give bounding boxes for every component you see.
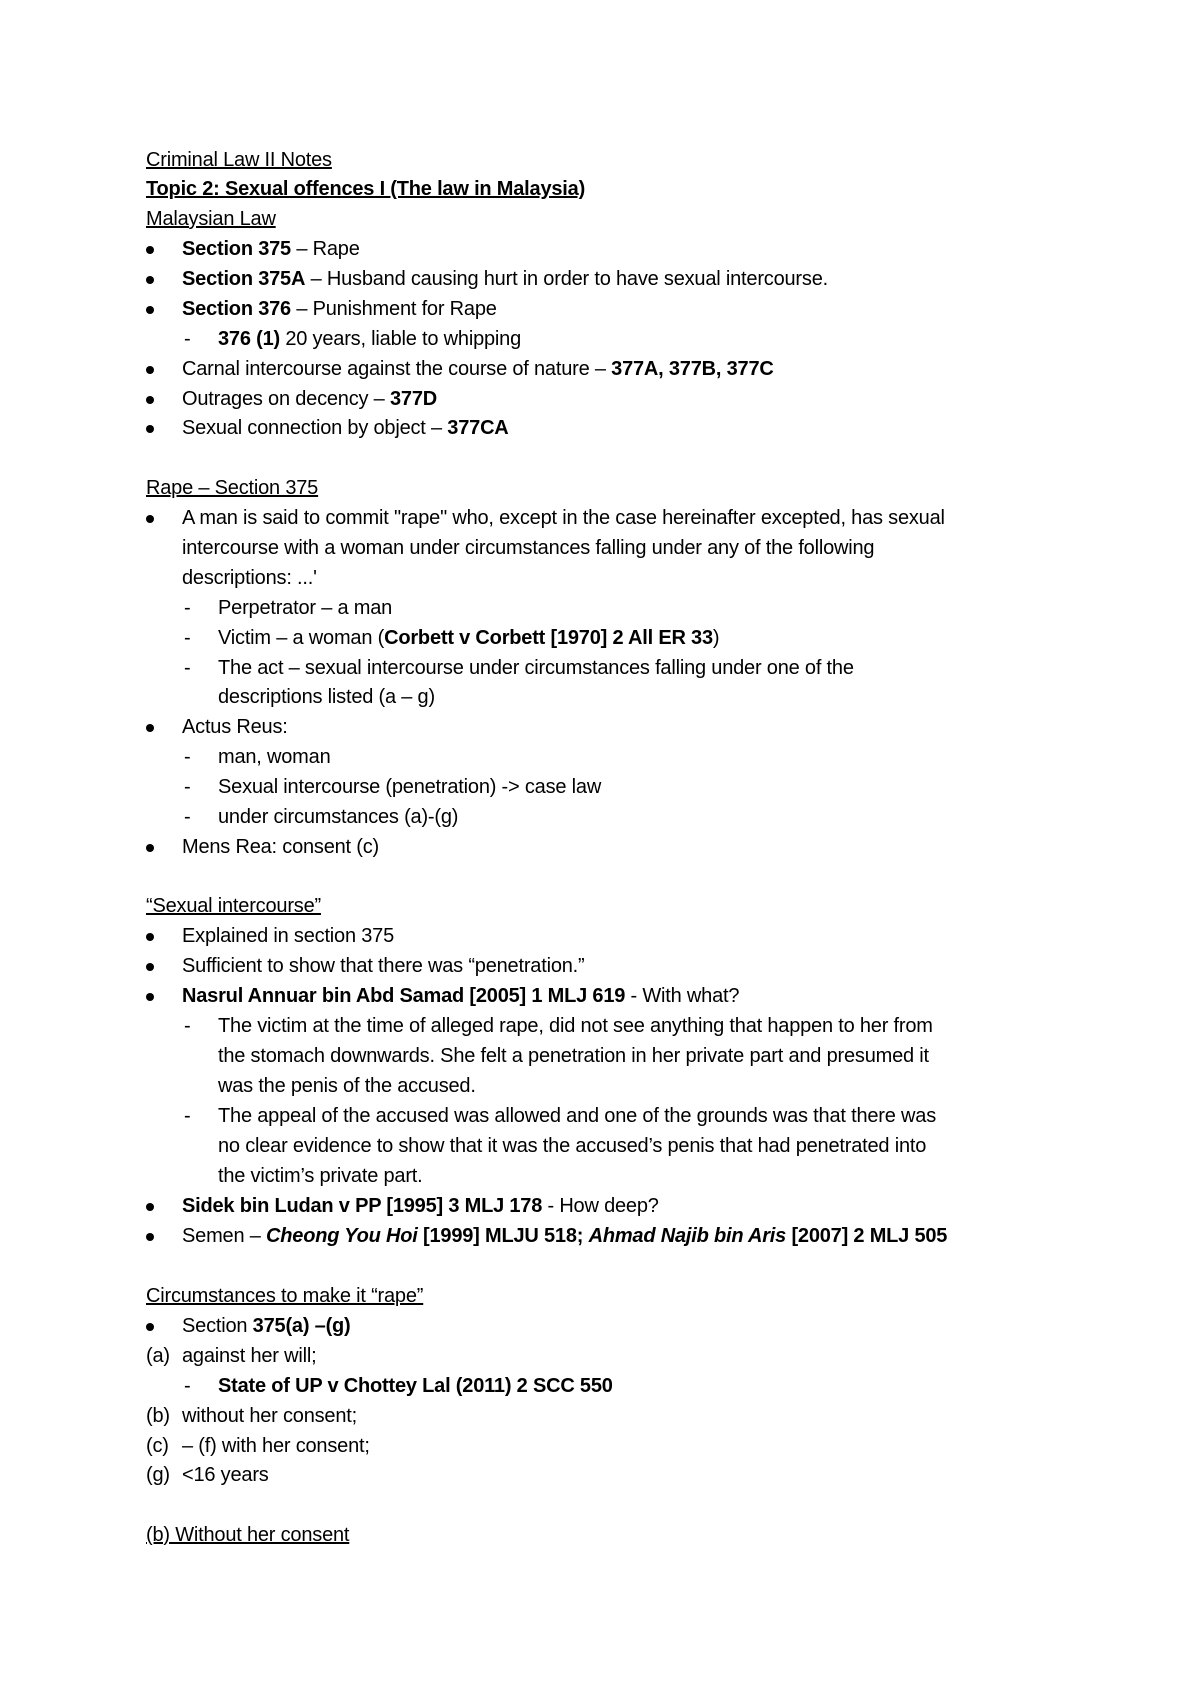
list-item: Semen – Cheong You Hoi [1999] MLJU 518; Ahmad Najib bin Aris [2007] 2 MLJ 505 xyxy=(182,1225,948,1247)
bullet-icon xyxy=(146,993,154,1001)
topic-heading: Topic 2: Sexual offences I (The law in Malaysia) xyxy=(146,178,586,200)
section-heading-malaysian-law: Malaysian Law xyxy=(146,208,276,230)
definition-line: intercourse with a woman under circumstances falling under any of the following xyxy=(182,537,875,559)
section-heading-circumstances: Circumstances to make it “rape” xyxy=(146,1285,424,1307)
dash-marker: - xyxy=(184,1105,191,1127)
sub-list-item: man, woman xyxy=(218,746,331,768)
clause-text: against her will; xyxy=(182,1345,317,1367)
dash-marker: - xyxy=(184,627,191,649)
dash-marker: - xyxy=(184,1015,191,1037)
bullet-icon xyxy=(146,276,154,284)
list-item: Section 375 – Rape xyxy=(182,238,360,260)
sub-list-item: descriptions listed (a – g) xyxy=(218,686,435,708)
dash-marker: - xyxy=(184,776,191,798)
bullet-icon xyxy=(146,425,154,433)
section-heading-rape: Rape – Section 375 xyxy=(146,477,319,499)
sub-list-item: was the penis of the accused. xyxy=(218,1075,476,1097)
list-item: Mens Rea: consent (c) xyxy=(182,836,379,858)
dash-marker: - xyxy=(184,746,191,768)
sub-list-item: The victim at the time of alleged rape, did not see anything that happen to her from xyxy=(218,1015,933,1037)
list-item: Actus Reus: xyxy=(182,716,288,738)
sub-list-item: the stomach downwards. She felt a penetration in her private part and presumed it xyxy=(218,1045,929,1067)
sub-list-item: The appeal of the accused was allowed and one of the grounds was that there was xyxy=(218,1105,937,1127)
bullet-icon xyxy=(146,1323,154,1331)
bullet-icon xyxy=(146,366,154,374)
bullet-icon xyxy=(146,246,154,254)
clause-text: <16 years xyxy=(182,1464,269,1486)
sub-list-item: under circumstances (a)-(g) xyxy=(218,806,459,828)
bullet-icon xyxy=(146,396,154,404)
sub-list-item: Victim – a woman (Corbett v Corbett [1970] 2 All ER 33) xyxy=(218,627,720,649)
bullet-icon xyxy=(146,1233,154,1241)
clause-label: (c) xyxy=(146,1435,169,1457)
list-item: Nasrul Annuar bin Abd Samad [2005] 1 MLJ 619 - With what? xyxy=(182,985,740,1007)
list-item: Sufficient to show that there was “penetration.” xyxy=(182,955,585,977)
clause-text: – (f) with her consent; xyxy=(182,1435,370,1457)
dash-marker: - xyxy=(184,328,191,350)
bullet-icon xyxy=(146,724,154,732)
list-item: Section 376 – Punishment for Rape xyxy=(182,298,497,320)
bullet-icon xyxy=(146,844,154,852)
sub-list-item: Perpetrator – a man xyxy=(218,597,393,619)
list-item: Section 375A – Husband causing hurt in order to have sexual intercourse. xyxy=(182,268,828,290)
list-item: Outrages on decency – 377D xyxy=(182,388,437,410)
clause-label: (g) xyxy=(146,1464,170,1486)
sub-list-item: 376 (1) 20 years, liable to whipping xyxy=(218,328,522,350)
dash-marker: - xyxy=(184,1375,191,1397)
sub-list-item: no clear evidence to show that it was the accused’s penis that had penetrated into xyxy=(218,1135,927,1157)
dash-marker: - xyxy=(184,657,191,679)
document-title: Criminal Law II Notes xyxy=(146,149,332,171)
list-item: Sidek bin Ludan v PP [1995] 3 MLJ 178 - How deep? xyxy=(182,1195,659,1217)
definition-line: descriptions: ...' xyxy=(182,567,317,589)
list-item: Sexual connection by object – 377CA xyxy=(182,417,509,439)
definition-line: A man is said to commit "rape" who, except in the case hereinafter excepted, has sexual xyxy=(182,507,945,529)
clause-label: (a) xyxy=(146,1345,170,1367)
bullet-icon xyxy=(146,1203,154,1211)
bullet-icon xyxy=(146,515,154,523)
sub-list-item: State of UP v Chottey Lal (2011) 2 SCC 550 xyxy=(218,1375,613,1397)
clause-label: (b) xyxy=(146,1405,170,1427)
list-item: Explained in section 375 xyxy=(182,925,395,947)
sub-list-item: Sexual intercourse (penetration) -> case law xyxy=(218,776,602,798)
clause-text: without her consent; xyxy=(182,1405,357,1427)
section-heading-sexual-intercourse: “Sexual intercourse” xyxy=(146,895,321,917)
section-heading-without-consent: (b) Without her consent xyxy=(146,1524,350,1546)
sub-list-item: the victim’s private part. xyxy=(218,1165,423,1187)
bullet-icon xyxy=(146,963,154,971)
dash-marker: - xyxy=(184,597,191,619)
bullet-icon xyxy=(146,306,154,314)
list-item: Section 375(a) –(g) xyxy=(182,1315,351,1337)
dash-marker: - xyxy=(184,806,191,828)
bullet-icon xyxy=(146,933,154,941)
sub-list-item: The act – sexual intercourse under circumstances falling under one of the xyxy=(218,657,854,679)
list-item: Carnal intercourse against the course of nature – 377A, 377B, 377C xyxy=(182,358,774,380)
